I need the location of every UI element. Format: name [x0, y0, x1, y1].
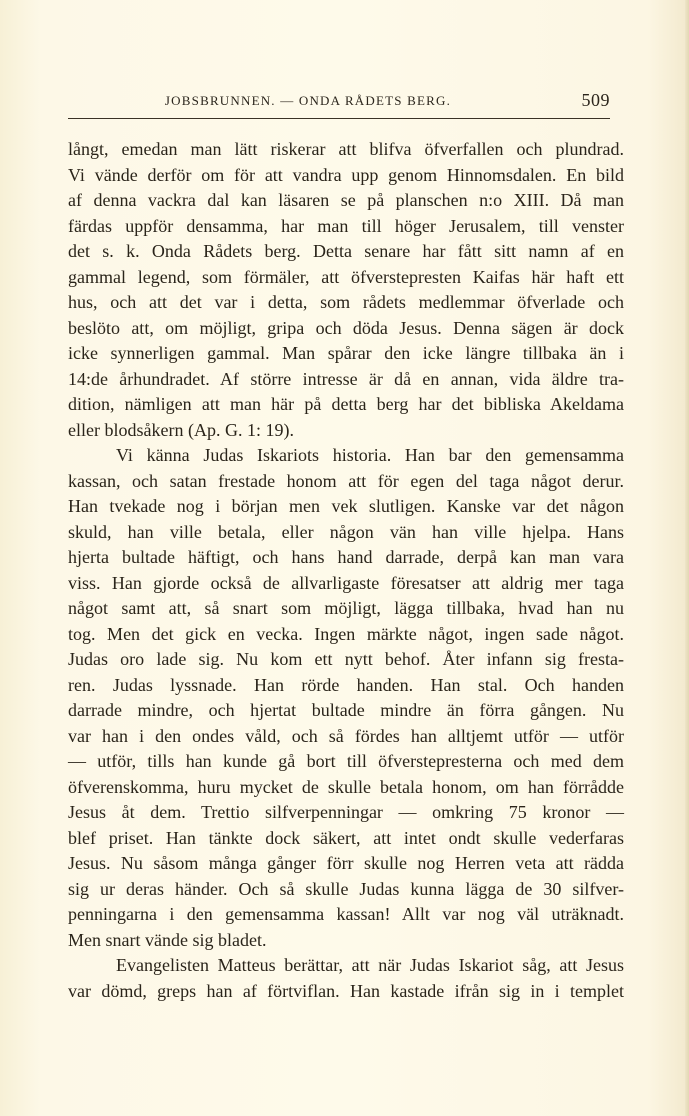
text-line: Jesus åt dem. Trettio silfverpenningar — omkring 75 kronor — [68, 802, 624, 822]
text-line: darrade mindre, och hjertat bultade mindre än förra gången. Nu [68, 700, 624, 720]
text-line: — utför, tills han kunde gå bort till öfverstepresterna och med dem [68, 751, 624, 771]
text-line: icke synnerligen gammal. Man spårar den icke längre tillbaka än i [68, 343, 624, 363]
paragraph-first-line: Vi känna Judas Iskariots historia. Han bar den gemensamma [116, 445, 624, 465]
text-line: något samt att, så snart som möjligt, lägga tillbaka, hvad han nu [68, 598, 624, 618]
text-line: Han tvekade nog i början men vek slutligen. Kanske var det någon [68, 496, 624, 516]
text-line: Judas oro lade sig. Nu kom ett nytt behof. Åter infann sig fresta- [68, 649, 624, 669]
text-line: hus, och att det var i detta, som rådets medlemmar öfverlade och [68, 292, 624, 312]
text-line: det s. k. Onda Rådets berg. Detta senare har fått sitt namn af en [68, 241, 624, 261]
text-line: färdas uppför densamma, har man till höger Jerusalem, till venster [68, 215, 624, 236]
page-number: 509 [581, 90, 610, 110]
text-line: gammal legend, som förmäler, att öfverstepresten Kaifas här haft ett [68, 266, 624, 287]
text-line: dition, nämligen att man här på detta berg har det bibliska Akeldama [68, 394, 624, 414]
text-line: var han i den ondes våld, och så fördes han alltjemt utför — utför [68, 725, 624, 746]
running-header [68, 90, 610, 112]
text-line: skuld, han ville betala, eller någon vän han ville hjelpa. Hans [68, 521, 624, 542]
text-line: var dömd, greps han af förtviflan. Han kastade ifrån sig in i templet [68, 980, 624, 1001]
text-line: kassan, och satan frestade honom att för egen del taga något derur. [68, 470, 624, 491]
text-line: öfverenskomma, huru mycket de skulle betala honom, om han förrådde [68, 776, 624, 797]
text-line: eller blodsåkern (Ap. G. 1: 19). [68, 419, 294, 440]
text-line: blef priset. Han tänkte dock säkert, att intet ondt skulle vederfaras [68, 827, 624, 848]
text-line: af denna vackra dal kan läsaren se på planschen n:o XIII. Då man [68, 190, 624, 210]
text-line: viss. Han gjorde också de allvarligaste föresatser att aldrig mer taga [68, 572, 624, 593]
text-line: sig ur deras händer. Och så skulle Judas kunna lägga de 30 silfver- [68, 878, 624, 899]
text-line: beslöto att, om möjligt, gripa och döda Jesus. Denna sägen är dock [68, 317, 624, 338]
text-line: hjerta bultade häftigt, och hans hand darrade, derpå kan man vara [68, 547, 624, 567]
text-line: tog. Men det gick en vecka. Ingen märkte något, ingen sade något. [68, 623, 624, 644]
text-line: 14:de århundradet. Af större intresse är då en annan, vida äldre tra- [68, 368, 624, 389]
text-line: ren. Judas lyssnade. Han rörde handen. Han stal. Och handen [68, 674, 624, 695]
header-rule [68, 118, 610, 119]
running-title: JOBSBRUNNEN. — ONDA RÅDETS BERG. [164, 93, 452, 108]
text-line: Men snart vände sig bladet. [68, 929, 267, 950]
page-edge [685, 0, 689, 1116]
paragraph-first-line: Evangelisten Matteus berättar, att när Judas Iskariot såg, att Jesus [116, 955, 624, 975]
text-line: Vi vände derför om för att vandra upp genom Hinnomsdalen. En bild [68, 164, 624, 185]
text-line: Jesus. Nu såsom många gånger förr skulle nog Herren veta att rädda [68, 853, 624, 873]
text-line: långt, emedan man lätt riskerar att blifva öfverfallen och plundrad. [68, 139, 624, 159]
body-text [68, 137, 624, 1004]
text-line: penningarna i den gemensamma kassan! Allt var nog väl uträknadt. [68, 904, 624, 924]
